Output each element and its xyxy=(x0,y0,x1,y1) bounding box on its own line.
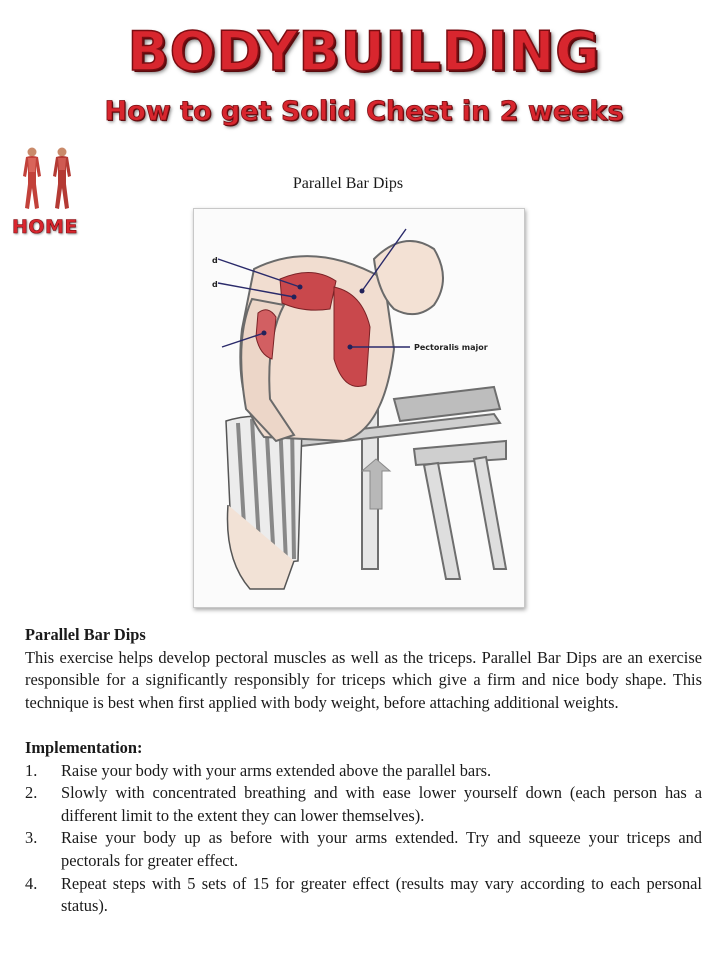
list-item xyxy=(25,782,702,827)
step-number: 2. xyxy=(25,783,38,803)
article-body xyxy=(25,624,702,918)
implementation-heading: Implementation: xyxy=(25,737,143,757)
step-number: 3. xyxy=(25,828,38,848)
list-item xyxy=(25,873,702,918)
step-number: 4. xyxy=(25,873,38,893)
step-text: Repeat steps with 5 sets of 15 for greater effect (results may vary according to each personal status). xyxy=(61,873,702,916)
list-item xyxy=(25,827,702,872)
steps-list xyxy=(25,760,702,918)
intro-paragraph: This exercise helps develop pectoral muscles as well as the triceps. Parallel Bar Dips are an exercise responsible for a significantly responsibly for triceps which give a firm and nice body shape. This technique is best when first applied with body weight, before attaching additional weights. xyxy=(25,647,702,712)
muscle-label: d xyxy=(212,280,218,289)
section-heading: Parallel Bar Dips xyxy=(25,625,146,644)
home-label: HOME xyxy=(12,216,78,238)
muscle-label-pectoralis: Pectoralis major xyxy=(414,343,488,352)
muscle-label: d xyxy=(212,256,218,265)
page-subtitle: How to get Solid Chest in 2 weeks xyxy=(104,96,624,127)
step-text: Raise your body with your arms extended above the parallel bars. xyxy=(61,760,492,780)
dips-anatomy-drawing xyxy=(194,209,524,607)
figure-caption-text: Parallel Bar Dips xyxy=(292,175,404,192)
step-number: 1. xyxy=(25,760,38,780)
exercise-illustration xyxy=(193,208,525,608)
home-link[interactable] xyxy=(10,146,84,242)
step-text: Raise your body up as before with your arms extended. Try and squeeze your triceps and pectorals for greater effect. xyxy=(61,828,702,870)
spacer xyxy=(25,714,702,737)
step-text: Slowly with concentrated breathing and with ease lower yourself down (each person has a different limit to the extent they can lower themselves). xyxy=(61,783,702,825)
figure-caption xyxy=(0,175,728,193)
list-item xyxy=(25,760,702,783)
page-title: BODYBUILDING xyxy=(127,20,601,83)
